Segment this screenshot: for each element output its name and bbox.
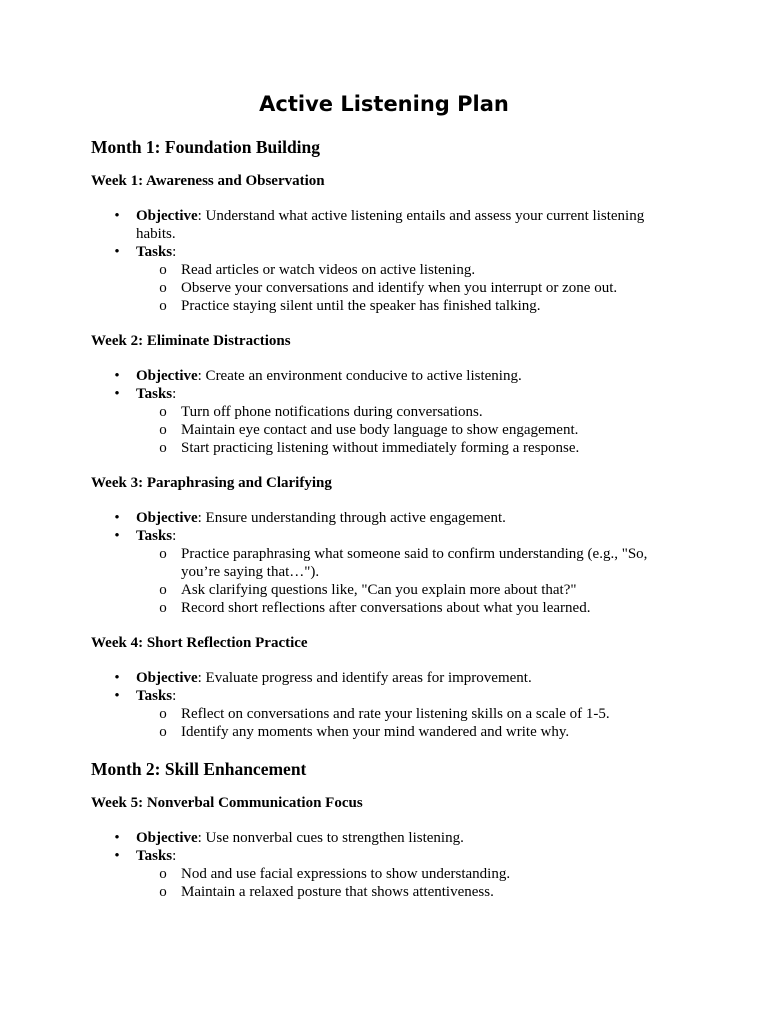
objective-label: Objective: [136, 670, 198, 686]
bullet-icon: •: [114, 244, 120, 260]
task-text: Observe your conversations and identify when you interrupt or zone out.: [181, 280, 618, 296]
task-text: Record short reflections after conversations about what you learned.: [181, 600, 591, 616]
tasks-suffix: :: [172, 244, 177, 260]
objective-label: Objective: [136, 510, 198, 526]
task-item: [136, 581, 661, 599]
objective-label: Objective: [136, 830, 198, 846]
task-text: Maintain a relaxed posture that shows attentiveness.: [181, 884, 494, 900]
task-text: Start practicing listening without immediately forming a response.: [181, 440, 580, 456]
objective-item: [91, 829, 661, 847]
task-list: [136, 261, 661, 315]
sub-bullet-icon: o: [159, 884, 167, 900]
sub-bullet-icon: o: [159, 262, 167, 278]
tasks-suffix: :: [172, 688, 177, 704]
tasks-item: [91, 527, 661, 617]
task-list: [136, 545, 661, 617]
tasks-label: Tasks: [136, 848, 173, 864]
month-heading: Month 2: Skill Enhancement: [91, 759, 307, 779]
week-bullet-list: [91, 367, 661, 457]
task-item: [136, 723, 661, 741]
task-text: Reflect on conversations and rate your listening skills on a scale of 1-5.: [181, 706, 610, 722]
tasks-item: [91, 847, 661, 901]
tasks-label: Tasks: [136, 528, 173, 544]
objective-text: : Create an environment conducive to active listening.: [197, 368, 522, 384]
task-text: Nod and use facial expressions to show understanding.: [181, 866, 511, 882]
task-text: Identify any moments when your mind wandered and write why.: [181, 724, 570, 740]
week-heading: Week 1: Awareness and Observation: [91, 173, 325, 189]
bullet-icon: •: [114, 688, 120, 704]
tasks-suffix: :: [172, 528, 177, 544]
task-item: [136, 865, 661, 883]
month-heading: Month 1: Foundation Building: [91, 137, 321, 157]
task-text: Ask clarifying questions like, "Can you explain more about that?": [181, 582, 577, 598]
objective-text: : Ensure understanding through active engagement.: [197, 510, 506, 526]
task-item: [136, 705, 661, 723]
week-heading: Week 4: Short Reflection Practice: [91, 635, 308, 651]
sub-bullet-icon: o: [159, 298, 167, 314]
tasks-item: [91, 243, 661, 315]
tasks-item: [91, 687, 661, 741]
bullet-icon: •: [114, 528, 120, 544]
bullet-icon: •: [114, 510, 120, 526]
tasks-suffix: :: [172, 848, 177, 864]
week-heading: Week 3: Paraphrasing and Clarifying: [91, 475, 332, 491]
task-item: [136, 883, 661, 901]
bullet-icon: •: [114, 848, 120, 864]
task-text: Turn off phone notifications during conversations.: [181, 404, 483, 420]
bullet-icon: •: [114, 208, 120, 224]
week-bullet-list: [91, 207, 661, 315]
week-bullet-list: [91, 509, 661, 617]
week-bullet-list: [91, 829, 661, 901]
objective-item: [91, 669, 661, 687]
objective-text: : Use nonverbal cues to strengthen listening.: [197, 830, 464, 846]
sub-bullet-icon: o: [159, 724, 167, 740]
sub-bullet-icon: o: [159, 706, 167, 722]
task-item: [136, 439, 661, 457]
task-list: [136, 705, 661, 741]
sub-bullet-icon: o: [159, 600, 167, 616]
task-item: [136, 545, 661, 581]
objective-label: Objective: [136, 368, 198, 384]
sub-bullet-icon: o: [159, 582, 167, 598]
objective-text: : Evaluate progress and identify areas for improvement.: [197, 670, 532, 686]
task-text: Practice staying silent until the speaker has finished talking.: [181, 298, 541, 314]
page-title: Active Listening Plan: [259, 92, 509, 116]
task-item: [136, 261, 661, 279]
sub-bullet-icon: o: [159, 440, 167, 456]
sub-bullet-icon: o: [159, 280, 167, 296]
task-text: Read articles or watch videos on active listening.: [181, 262, 476, 278]
tasks-label: Tasks: [136, 244, 173, 260]
objective-item: [91, 207, 661, 243]
tasks-item: [91, 385, 661, 457]
sub-bullet-icon: o: [159, 422, 167, 438]
task-item: [136, 279, 661, 297]
task-text: Maintain eye contact and use body language to show engagement.: [181, 422, 579, 438]
bullet-icon: •: [114, 386, 120, 402]
bullet-icon: •: [114, 670, 120, 686]
task-item: [136, 421, 661, 439]
task-list: [136, 865, 661, 901]
task-item: [136, 403, 661, 421]
document-body: [91, 135, 661, 917]
task-item: [136, 297, 661, 315]
bullet-icon: •: [114, 368, 120, 384]
task-item: [136, 599, 661, 617]
tasks-label: Tasks: [136, 386, 173, 402]
sub-bullet-icon: o: [159, 546, 167, 562]
week-heading: Week 5: Nonverbal Communication Focus: [91, 795, 363, 811]
tasks-label: Tasks: [136, 688, 173, 704]
objective-item: [91, 367, 661, 385]
week-heading: Week 2: Eliminate Distractions: [91, 333, 291, 349]
objective-label: Objective: [136, 208, 198, 224]
objective-text: : Understand what active listening entails and assess your current listening habits.: [136, 208, 645, 242]
task-text: Practice paraphrasing what someone said to confirm understanding (e.g., "So, you’re saying that…").: [181, 546, 648, 580]
week-bullet-list: [91, 669, 661, 741]
bullet-icon: •: [114, 830, 120, 846]
sub-bullet-icon: o: [159, 866, 167, 882]
tasks-suffix: :: [172, 386, 177, 402]
task-list: [136, 403, 661, 457]
sub-bullet-icon: o: [159, 404, 167, 420]
objective-item: [91, 509, 661, 527]
